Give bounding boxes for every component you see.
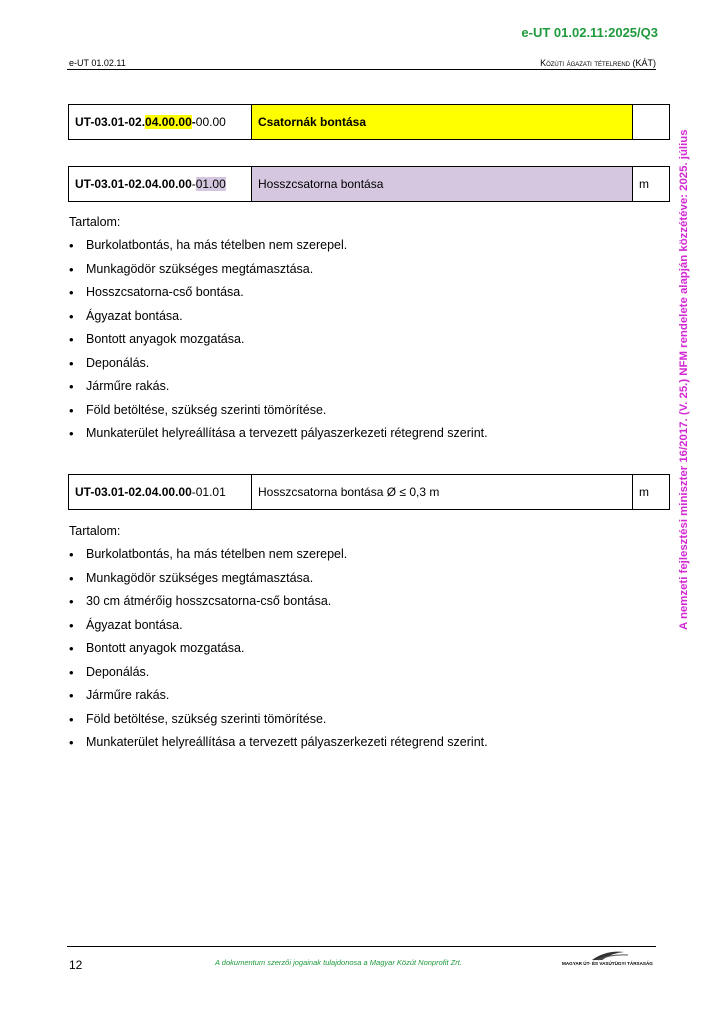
item-table-sub2 bbox=[68, 474, 670, 510]
header-left-code: e-UT 01.02.11 bbox=[69, 58, 126, 68]
item-code bbox=[69, 475, 252, 510]
list-item: • Járműre rakás. bbox=[69, 684, 488, 708]
list-item: • Ágyazat bontása. bbox=[69, 305, 488, 329]
list-item: • 30 cm átmérőig hosszcsatorna-cső bontása. bbox=[69, 590, 488, 614]
list-item: • Burkolatbontás, ha más tételben nem szerepel. bbox=[69, 543, 488, 567]
list-item: • Föld betöltése, szükség szerinti tömörítése. bbox=[69, 708, 488, 732]
list-item: • Burkolatbontás, ha más tételben nem szerepel. bbox=[69, 234, 488, 258]
code-suffix: 00.00 bbox=[195, 115, 226, 129]
code-suffix: 01.01 bbox=[195, 485, 226, 499]
header-right-title: Közúti ágazati tételrend (KÁT) bbox=[540, 58, 656, 68]
code-dash: - bbox=[191, 115, 196, 129]
item-table-main bbox=[68, 104, 670, 140]
item-unit: m bbox=[633, 475, 670, 510]
item-unit: m bbox=[633, 167, 670, 202]
code-dash: - bbox=[191, 177, 196, 191]
item-title: Hosszcsatorna bontása Ø ≤ 0,3 m bbox=[252, 475, 633, 510]
table-row bbox=[69, 105, 670, 140]
logo-text: MAGYAR ÚT- ÉS VASÚTÜGYI TÁRSASÁG bbox=[562, 961, 653, 966]
section-label: Tartalom: bbox=[69, 524, 121, 538]
code-mid-highlight: 04.00.00 bbox=[145, 115, 192, 129]
list-item: • Hosszcsatorna-cső bontása. bbox=[69, 281, 488, 305]
content-list-1 bbox=[69, 234, 488, 446]
list-item: • Deponálás. bbox=[69, 352, 488, 376]
code-dash: - bbox=[191, 485, 196, 499]
list-item: • Munkaterület helyreállítása a tervezett pályaszerkezeti rétegrend szerint. bbox=[69, 731, 488, 755]
document-code: e-UT 01.02.11:2025/Q3 bbox=[521, 25, 658, 40]
code-suffix-highlight: 01.00 bbox=[195, 177, 226, 191]
item-code bbox=[69, 105, 252, 140]
list-item: • Bontott anyagok mozgatása. bbox=[69, 328, 488, 352]
content-list-2 bbox=[69, 543, 488, 755]
code-prefix: UT-03.01-02.04.00.00 bbox=[75, 485, 192, 499]
list-item: • Bontott anyagok mozgatása. bbox=[69, 637, 488, 661]
item-title: Hosszcsatorna bontása bbox=[252, 167, 633, 202]
section-label: Tartalom: bbox=[69, 215, 121, 229]
table-row bbox=[69, 167, 670, 202]
code-prefix: UT-03.01-02. bbox=[75, 115, 146, 129]
list-item: • Munkagödör szükséges megtámasztása. bbox=[69, 258, 488, 282]
list-item: • Munkagödör szükséges megtámasztása. bbox=[69, 567, 488, 591]
side-publication-note: A nemzeti fejlesztési miniszter 16/2017. (V. 25.) NFM rendelete alapján közzétéve: 2025. július bbox=[678, 129, 690, 630]
list-item: • Ágyazat bontása. bbox=[69, 614, 488, 638]
code-prefix: UT-03.01-02.04.00.00 bbox=[75, 177, 192, 191]
header-divider bbox=[67, 69, 656, 70]
list-item: • Föld betöltése, szükség szerinti tömörítése. bbox=[69, 399, 488, 423]
item-table-sub1 bbox=[68, 166, 670, 202]
page-number: 12 bbox=[69, 958, 83, 972]
item-code bbox=[69, 167, 252, 202]
table-row bbox=[69, 475, 670, 510]
footer-divider bbox=[67, 946, 656, 947]
copyright-notice: A dokumentum szerzői jogainak tulajdonosa a Magyar Közút Nonprofit Zrt. bbox=[215, 958, 462, 967]
list-item: • Járműre rakás. bbox=[69, 375, 488, 399]
list-item: • Deponálás. bbox=[69, 661, 488, 685]
item-unit bbox=[633, 105, 670, 140]
list-item: • Munkaterület helyreállítása a tervezett pályaszerkezeti rétegrend szerint. bbox=[69, 422, 488, 446]
item-title: Csatornák bontása bbox=[252, 105, 633, 140]
